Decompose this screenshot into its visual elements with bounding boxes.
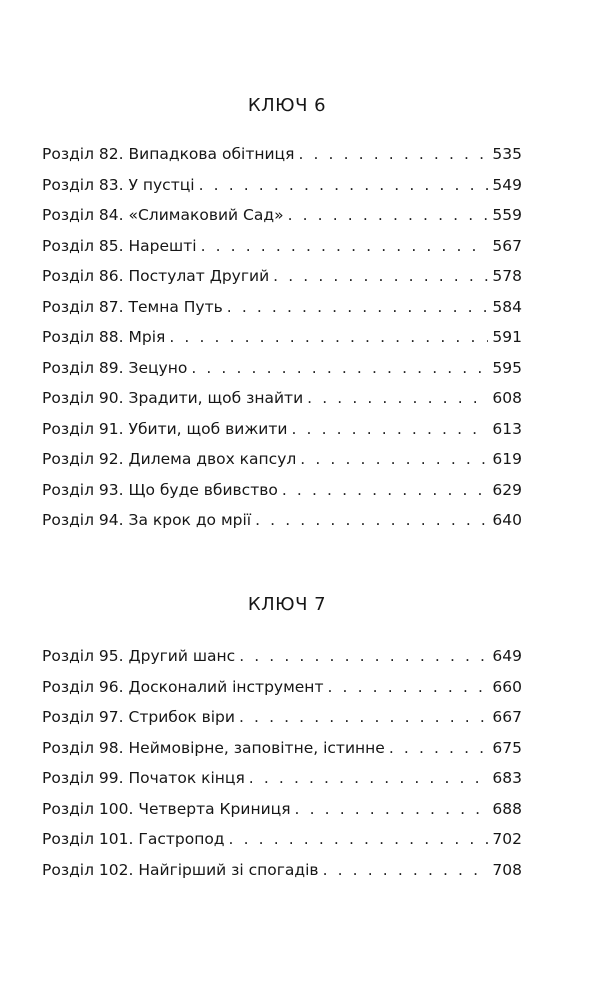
dot-leader	[169, 328, 488, 346]
toc-entry	[42, 237, 522, 268]
toc-list-key-7	[42, 647, 522, 891]
dot-leader	[282, 481, 489, 499]
toc-entry	[42, 359, 522, 390]
toc-entry	[42, 739, 522, 770]
dot-leader	[249, 769, 489, 787]
page-number: 567	[492, 236, 522, 255]
chapter-title: Розділ 89. Зецуно	[42, 358, 188, 377]
dot-leader	[201, 237, 489, 255]
dot-leader	[327, 678, 488, 696]
section-title-key-6: КЛЮЧ 6	[247, 95, 327, 116]
page-number: 535	[492, 145, 522, 163]
toc-entry	[42, 647, 522, 678]
page-number: 549	[492, 175, 522, 194]
dot-leader	[300, 450, 488, 468]
chapter-title: Розділ 86. Постулат Другий	[42, 267, 270, 285]
chapter-title: Розділ 83. У пустці	[42, 175, 195, 194]
chapter-title: Розділ 98. Неймовірне, заповітне, істинне	[42, 738, 385, 757]
page-number: 660	[492, 677, 522, 696]
dot-leader	[255, 511, 488, 529]
chapter-title: Розділ 82. Випадкова обітниця	[42, 145, 295, 163]
page-number: 640	[492, 511, 522, 529]
toc-entry	[42, 389, 522, 420]
dot-leader	[239, 708, 488, 726]
chapter-title: Розділ 85. Нарешті	[42, 236, 197, 255]
toc-entry	[42, 420, 522, 451]
page-number: 649	[492, 647, 522, 665]
chapter-title: Розділ 91. Убити, щоб вижити	[42, 419, 288, 438]
chapter-title: Розділ 87. Темна Путь	[42, 297, 223, 316]
dot-leader	[307, 389, 488, 407]
dot-leader	[291, 420, 488, 438]
toc-list-key-6	[42, 145, 522, 542]
section-title-key-7: КЛЮЧ 7	[247, 594, 327, 615]
chapter-title: Розділ 93. Що буде вбивство	[42, 480, 278, 499]
dot-leader	[191, 359, 488, 377]
toc-entry	[42, 328, 522, 359]
dot-leader	[389, 739, 489, 757]
dot-leader	[295, 800, 489, 818]
page-number: 584	[492, 297, 522, 316]
page-number: 591	[492, 328, 522, 346]
dot-leader	[229, 830, 489, 848]
chapter-title: Розділ 84. «Слимаковий Сад»	[42, 206, 284, 224]
toc-entry	[42, 511, 522, 542]
chapter-title: Розділ 102. Найгірший зі спогадів	[42, 860, 319, 879]
page-number: 629	[492, 480, 522, 499]
toc-entry	[42, 678, 522, 709]
page-number: 619	[492, 450, 522, 468]
chapter-title: Розділ 94. За крок до мрії	[42, 511, 252, 529]
toc-entry	[42, 830, 522, 861]
toc-entry	[42, 145, 522, 176]
page-number: 608	[492, 389, 522, 407]
dot-leader	[323, 861, 489, 879]
chapter-title: Розділ 88. Мрія	[42, 328, 166, 346]
toc-entry	[42, 206, 522, 237]
toc-entry	[42, 708, 522, 739]
page-number: 667	[492, 708, 522, 726]
page-number: 708	[492, 860, 522, 879]
page-number: 559	[492, 206, 522, 224]
dot-leader	[298, 145, 488, 163]
chapter-title: Розділ 95. Другий шанс	[42, 647, 236, 665]
chapter-title: Розділ 101. Гастропод	[42, 830, 225, 848]
page-number: 688	[492, 799, 522, 818]
page-number: 613	[492, 419, 522, 438]
page-number: 578	[492, 267, 522, 285]
toc-entry	[42, 769, 522, 800]
toc-entry	[42, 861, 522, 892]
page-number: 702	[492, 830, 522, 848]
dot-leader	[227, 298, 489, 316]
toc-entry	[42, 298, 522, 329]
dot-leader	[199, 176, 489, 194]
chapter-title: Розділ 99. Початок кінця	[42, 769, 245, 787]
dot-leader	[288, 206, 489, 224]
dot-leader	[273, 267, 488, 285]
toc-entry	[42, 176, 522, 207]
dot-leader	[239, 647, 488, 665]
toc-entry	[42, 481, 522, 512]
page-number: 675	[492, 738, 522, 757]
page-number: 683	[492, 769, 522, 787]
toc-entry	[42, 800, 522, 831]
chapter-title: Розділ 100. Четверта Криниця	[42, 799, 291, 818]
toc-entry	[42, 267, 522, 298]
chapter-title: Розділ 96. Досконалий інструмент	[42, 677, 324, 696]
page-number: 595	[492, 358, 522, 377]
chapter-title: Розділ 92. Дилема двох капсул	[42, 450, 297, 468]
chapter-title: Розділ 97. Стрибок віри	[42, 708, 235, 726]
toc-entry	[42, 450, 522, 481]
chapter-title: Розділ 90. Зрадити, щоб знайти	[42, 389, 304, 407]
